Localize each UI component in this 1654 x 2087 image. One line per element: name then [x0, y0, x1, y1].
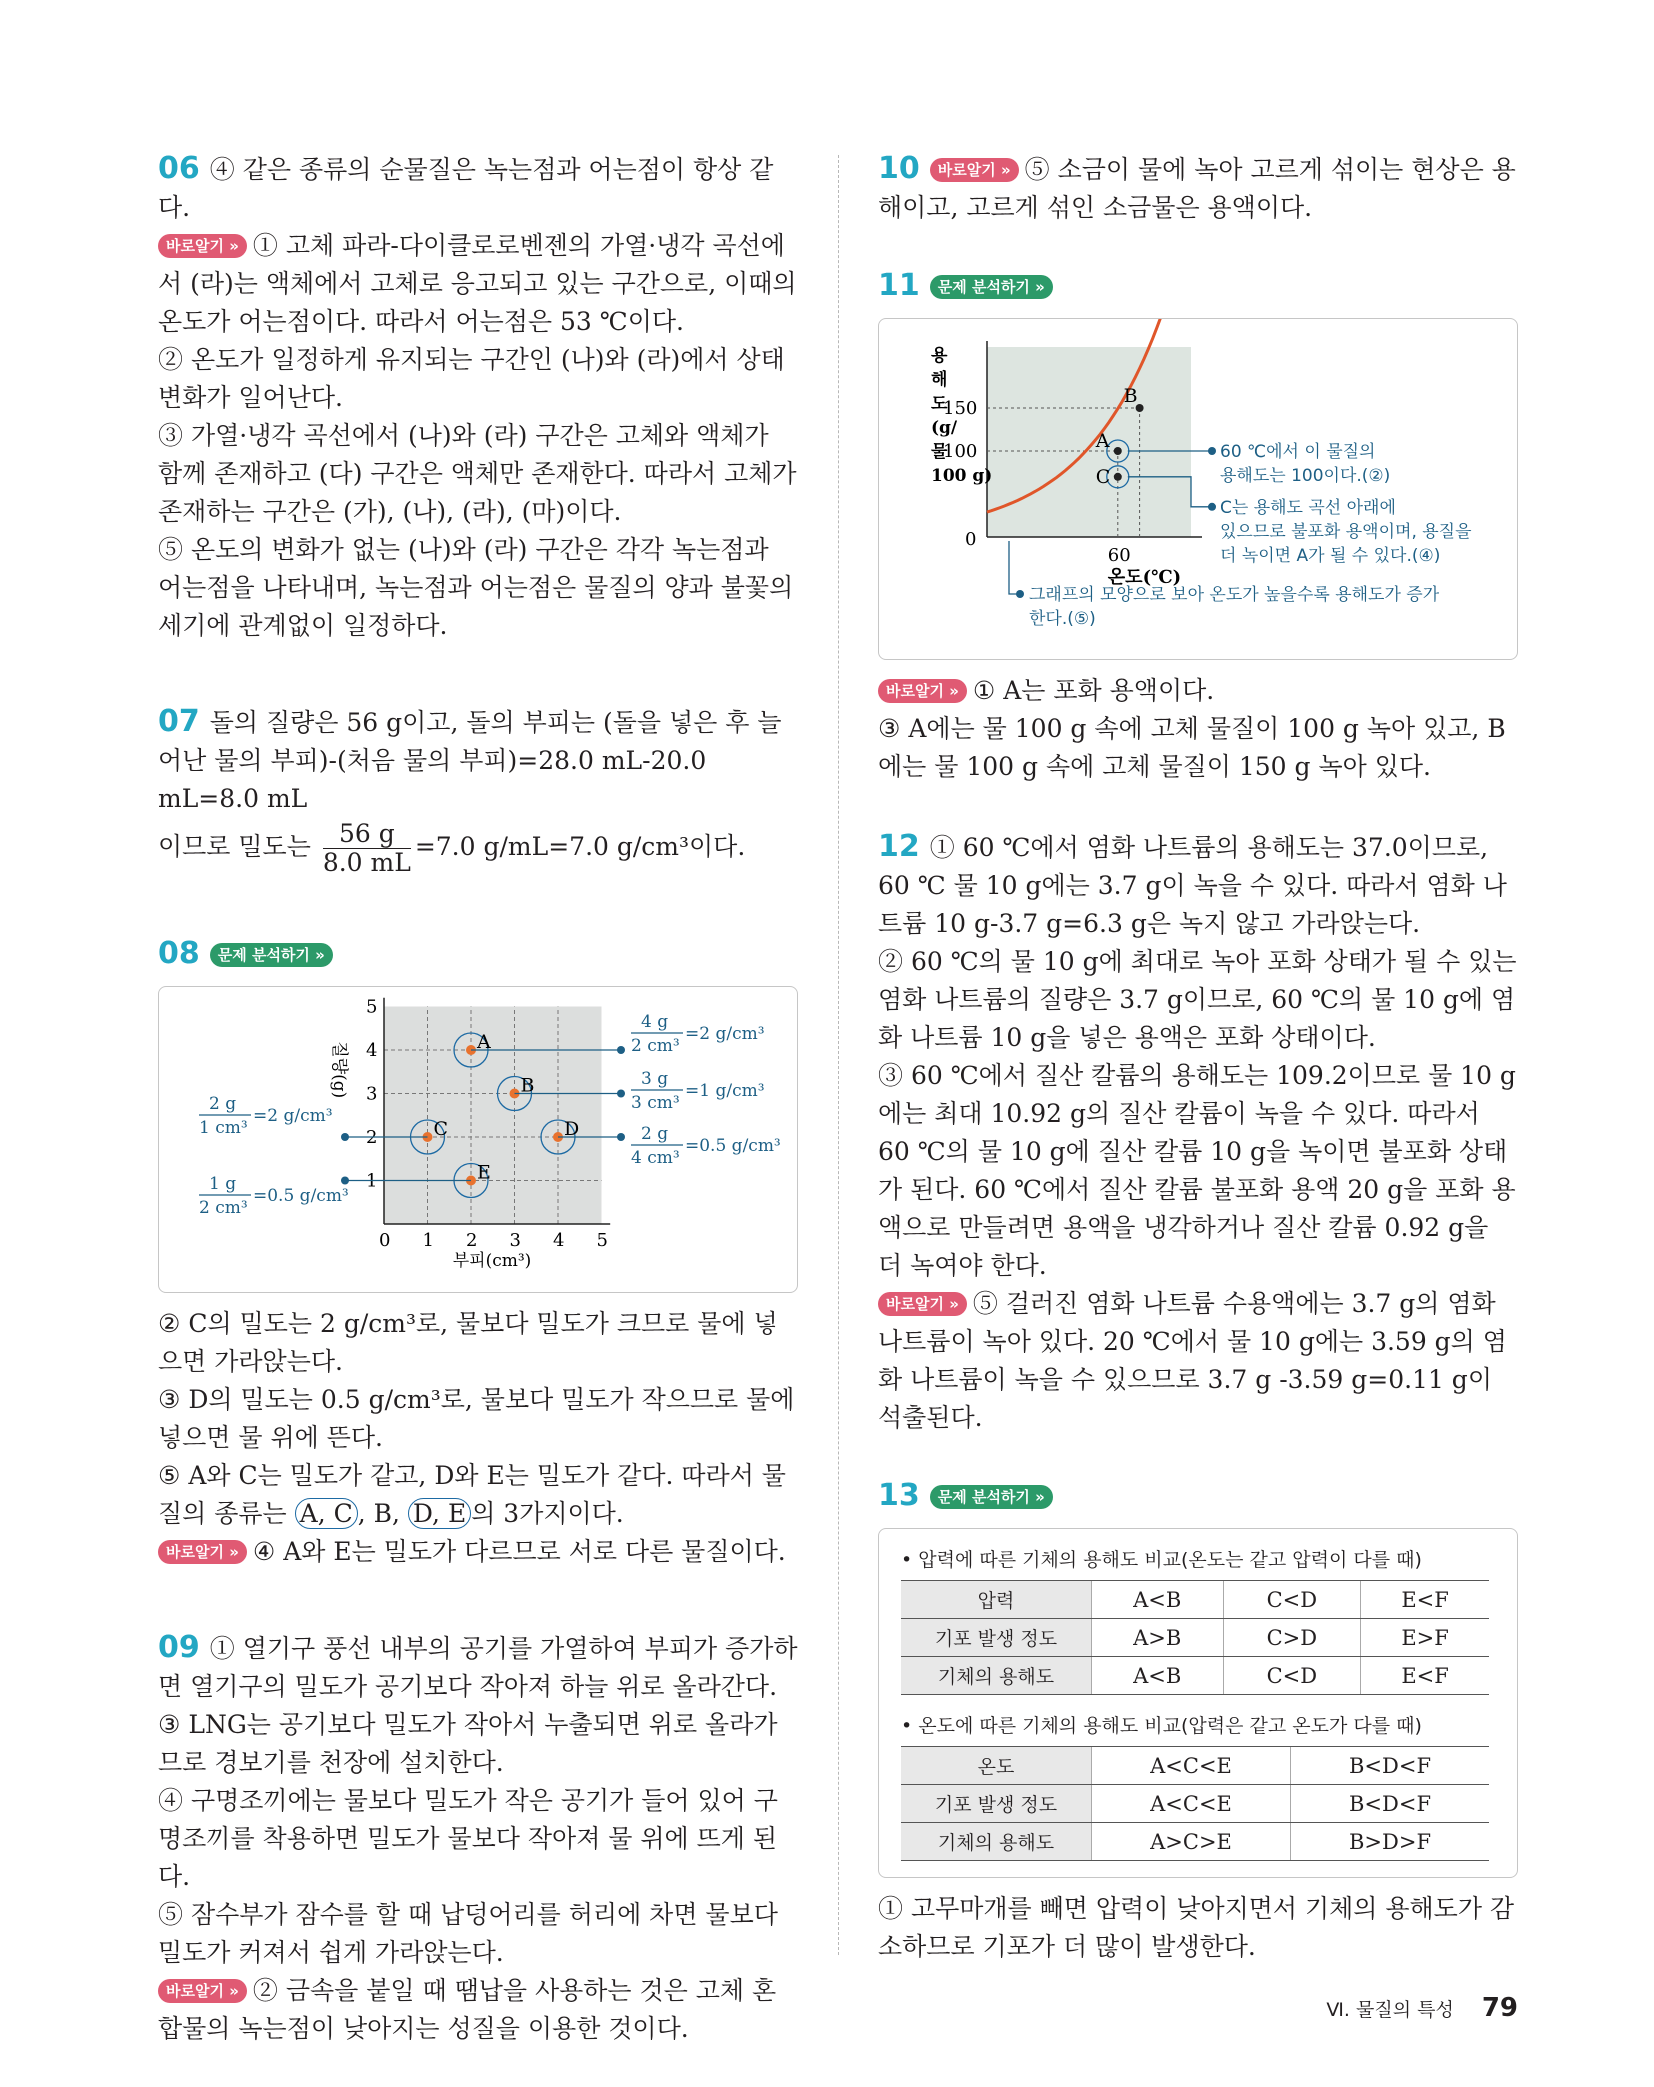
annotation-numerator: 3 g: [641, 1069, 669, 1089]
annotation-numerator: 1 g: [209, 1174, 237, 1194]
table-row: [901, 1823, 1489, 1861]
correct-badge: 바로알기 »: [878, 1292, 967, 1316]
annotation-denominator: 1 cm³: [199, 1118, 248, 1138]
answer-text: ① 열기구 풍선 내부의 공기를 가열하여 부피가 증가하면 열기구의 밀도가 공기보다 작아져 하늘 위로 올라간다.: [158, 1634, 798, 1701]
density-chart-box: [158, 986, 798, 1293]
data-point-A: [1114, 447, 1122, 455]
y-axis-label: 해: [931, 370, 948, 390]
y-axis-label: 질량(g): [329, 1041, 349, 1099]
point-label-A: A: [477, 1031, 491, 1053]
correct-badge: 바로알기 »: [158, 1540, 247, 1564]
leader-line: [1009, 541, 1017, 594]
x-tick-label: 4: [553, 1230, 565, 1251]
mass-volume-chart: [159, 987, 797, 1292]
explanation-text: ④ 구명조끼에는 물보다 밀도가 작은 공기가 들어 있어 구명조끼를 착용하면 밀도가 물보다 작아져 물 위에 뜨게 된다.: [158, 1786, 778, 1891]
question-number: 12: [878, 829, 920, 864]
table-cell: B<D<F: [1291, 1785, 1489, 1823]
annotation-text: 용해도는 100이다.(②): [1220, 466, 1391, 486]
analysis-badge: 문제 분석하기 »: [930, 1485, 1053, 1509]
annotation-result: =0.5 g/cm³: [685, 1136, 781, 1156]
fraction-numerator: 56 g: [323, 820, 411, 849]
annotation-numerator: 2 g: [209, 1094, 237, 1114]
row-header-cell: 기포 발생 정도: [901, 1619, 1092, 1657]
table-cell: E<F: [1361, 1581, 1489, 1619]
annotation-text: 있으므로 불포화 용액이며, 용질을: [1220, 521, 1472, 542]
explanation-text: ② 60 ℃의 물 10 g에 최대로 녹아 포화 상태가 될 수 있는 염화 나트륨의 질량은 3.7 g이므로, 60 ℃의 물 10 g에 염화 나트륨 10 g을 넣은 용액은 포화 상태이다.: [878, 947, 1517, 1052]
table-cell: C>D: [1223, 1619, 1361, 1657]
correct-badge: 바로알기 »: [930, 158, 1019, 182]
group-circle: D, E: [408, 1498, 471, 1529]
correct-text: ⑤ 걸러진 염화 나트륨 수용액에는 3.7 g의 염화 나트륨이 녹아 있다. 20 ℃에서 물 10 g에는 3.59 g의 염화 나트륨이 녹을 수 있으므로 3.7 g -3.59 g=0.11 g이 석출된다.: [878, 1289, 1507, 1432]
question-number: 06: [158, 151, 200, 186]
y-axis-label: 100 g): [931, 466, 993, 486]
x-tick-label: 3: [509, 1230, 521, 1251]
question-number: 11: [878, 268, 920, 303]
annotation-denominator: 4 cm³: [631, 1148, 680, 1168]
answer-text: =7.0 g/mL=7.0 g/cm³이다.: [414, 832, 746, 861]
y-tick-label: 5: [366, 996, 378, 1018]
analysis-badge: 문제 분석하기 »: [210, 943, 333, 967]
explanation-text: ⑤ A와 C는 밀도가 같고, D와 E는 밀도가 같다. 따라서 물질의 종류는: [158, 1461, 786, 1528]
explanation-text: ③ D의 밀도는 0.5 g/cm³로, 물보다 밀도가 작으므로 물에 넣으면 물 위에 뜬다.: [158, 1385, 795, 1452]
point-label-D: D: [564, 1118, 580, 1140]
y-axis-label: 물: [931, 442, 948, 462]
annotation-text: C는 용해도 곡선 아래에: [1220, 497, 1396, 518]
row-header-cell: 기체의 용해도: [901, 1657, 1092, 1695]
page-footer: [1326, 1993, 1518, 2023]
section-title: Ⅵ. 물질의 특성: [1326, 1999, 1454, 2021]
x-tick-label: 2: [466, 1230, 478, 1251]
table-cell: A>B: [1092, 1619, 1224, 1657]
question-11: [878, 267, 1518, 786]
question-number: 09: [158, 1630, 200, 1665]
answer-text: 돌의 질량은 56 g이고, 돌의 부피는 (돌을 넣은 후 늘어난 물의 부피)-(처음 물의 부피)=28.0 mL-20.0 mL=8.0 mL: [158, 708, 782, 813]
annotation-text: 60 ℃에서 이 물질의: [1220, 442, 1376, 462]
row-header-cell: 온도: [901, 1747, 1092, 1785]
annotation-text: 더 녹이면 A가 될 수 있다.(④): [1220, 545, 1441, 566]
question-number: 07: [158, 704, 200, 739]
leader-dot: [1208, 503, 1216, 511]
answer-text: ④ 같은 종류의 순물질은 녹는점과 어는점이 항상 같다.: [158, 155, 774, 222]
explanation-text: ① 고체 파라-다이클로로벤젠의 가열·냉각 곡선에서 (라)는 액체에서 고체로 응고되고 있는 구간으로, 이때의 온도가 어는점이다. 따라서 어는점은 53 ℃이다.: [158, 231, 797, 336]
y-tick-label: 3: [366, 1083, 378, 1105]
x-tick-label: 60: [1107, 545, 1131, 566]
explanation-text: ③ LNG는 공기보다 밀도가 작아서 누출되면 위로 올라가므로 경보기를 천장에 설치한다.: [158, 1710, 778, 1777]
table-row: [901, 1657, 1489, 1695]
table-title: • 온도에 따른 기체의 용해도 비교(압력은 같고 온도가 다를 때): [901, 1715, 1422, 1737]
table-cell: C<D: [1223, 1581, 1361, 1619]
table-title: • 압력에 따른 기체의 용해도 비교(온도는 같고 압력이 다를 때): [901, 1549, 1422, 1571]
y-axis-label: 용: [931, 346, 948, 366]
table-row: [901, 1785, 1489, 1823]
leader-dot: [341, 1177, 349, 1185]
page-number: 79: [1481, 1993, 1518, 2023]
explanation-text: , B,: [357, 1499, 400, 1528]
left-column: [158, 150, 798, 2048]
question-13: [878, 1477, 1518, 1966]
table-cell: B<D<F: [1291, 1747, 1489, 1785]
table-cell: B>D>F: [1291, 1823, 1489, 1861]
correct-badge: 바로알기 »: [158, 234, 247, 258]
y-axis-label: (g/: [931, 418, 958, 438]
row-header-cell: 기체의 용해도: [901, 1823, 1092, 1861]
annotation-denominator: 3 cm³: [631, 1093, 680, 1113]
row-header-cell: 압력: [901, 1581, 1092, 1619]
column-divider: [838, 155, 839, 1955]
table-cell: A<C<E: [1092, 1785, 1291, 1823]
point-label-B: B: [1123, 385, 1138, 407]
table-row: [901, 1581, 1489, 1619]
question-10: [878, 150, 1518, 227]
x-tick-label: 5: [596, 1230, 608, 1251]
correct-text: ④ A와 E는 밀도가 다르므로 서로 다른 물질이다.: [252, 1537, 786, 1566]
analysis-badge: 문제 분석하기 »: [930, 275, 1053, 299]
leader-dot: [1016, 590, 1024, 598]
annotation-numerator: 4 g: [641, 1012, 669, 1032]
plot-area: [987, 347, 1191, 537]
correct-text: ① A는 포화 용액이다.: [972, 676, 1215, 705]
fraction-denominator: 8.0 mL: [322, 848, 411, 877]
y-tick-label: 1: [366, 1170, 378, 1192]
y-tick-label: 100: [943, 441, 978, 462]
y-axis-label: 도: [931, 394, 948, 414]
correct-text: ② 금속을 붙일 때 땜납을 사용하는 것은 고체 혼합물의 녹는점이 낮아지는 성질을 이용한 것이다.: [158, 1976, 777, 2043]
explanation-text: ③ 60 ℃에서 질산 칼륨의 용해도는 109.2이므로 물 10 g에는 최대 10.92 g의 질산 칼륨이 녹을 수 있다. 따라서 60 ℃의 물 10 g에 질산 칼륨 10 g을 녹이면 불포화 상태가 된다. 60 ℃에서 질산 칼륨 불포화 용액 20 g을 포화 용액으로 만들려면 용액을 냉각하거나 질산 칼륨 0.92 g을 더 녹여야 한다.: [878, 1061, 1516, 1280]
point-label-C: C: [1095, 465, 1111, 488]
explanation-text: 의 3가지이다.: [471, 1499, 624, 1528]
x-axis-label: 온도(℃): [1107, 567, 1182, 588]
explanation-text: ⑤ 온도의 변화가 없는 (나)와 (라) 구간은 각각 녹는점과 어는점을 나타내며, 녹는점과 어는점은 물질의 양과 불꽃의 세기에 관계없이 일정하다.: [158, 535, 794, 640]
right-column: [878, 150, 1518, 1966]
x-axis-label: 부피(cm³): [452, 1251, 532, 1271]
origin-label: 0: [965, 529, 977, 550]
table-cell: A<B: [1092, 1657, 1224, 1695]
table-cell: E>F: [1361, 1619, 1489, 1657]
solubility-curve-chart: [879, 319, 1517, 659]
leader-dot: [341, 1133, 349, 1141]
leader-dot: [617, 1046, 625, 1054]
question-09: [158, 1629, 798, 2048]
table-row: [901, 1747, 1489, 1785]
question-number: 13: [878, 1478, 920, 1513]
point-label-A: A: [1095, 430, 1110, 452]
y-tick-label: 2: [366, 1127, 378, 1148]
table-cell: A<B: [1092, 1581, 1224, 1619]
y-tick-label: 4: [366, 1040, 378, 1061]
annotation-text: 그래프의 모양으로 보아 온도가 높을수록 용해도가 증가: [1029, 585, 1440, 605]
table-row: [901, 1619, 1489, 1657]
question-07: [158, 703, 798, 877]
y-tick-label: 150: [943, 398, 978, 419]
table-cell: A>C>E: [1092, 1823, 1291, 1861]
plot-area: [384, 1007, 602, 1225]
explanation-text: ① 고무마개를 빼면 압력이 낮아지면서 기체의 용해도가 감소하므로 기포가 더 많이 발생한다.: [878, 1894, 1515, 1961]
correct-badge: 바로알기 »: [158, 1979, 247, 2003]
annotation-result: =0.5 g/cm³: [253, 1186, 349, 1206]
annotation-result: =2 g/cm³: [685, 1024, 765, 1044]
annotation-denominator: 2 cm³: [199, 1198, 248, 1218]
annotation-result: =2 g/cm³: [253, 1106, 333, 1126]
annotation-text: 한다.(⑤): [1029, 609, 1096, 629]
explanation-text: ③ A에는 물 100 g 속에 고체 물질이 100 g 녹아 있고, B에는 물 100 g 속에 고체 물질이 150 g 녹아 있다.: [878, 714, 1506, 781]
explanation-text: ② C의 밀도는 2 g/cm³로, 물보다 밀도가 크므로 물에 넣으면 가라앉는다.: [158, 1309, 778, 1376]
question-number: 10: [878, 151, 920, 186]
question-08: [158, 935, 798, 1571]
pressure-table: [901, 1580, 1489, 1695]
group-circle: A, C: [295, 1498, 358, 1529]
annotation-result: =1 g/cm³: [685, 1081, 765, 1101]
density-fraction: [323, 820, 411, 877]
row-header-cell: 기포 발생 정도: [901, 1785, 1092, 1823]
annotation-denominator: 2 cm³: [631, 1036, 680, 1056]
question-06: [158, 150, 798, 645]
temperature-table: [901, 1746, 1489, 1861]
leader-dot: [617, 1133, 625, 1141]
data-point-C: [1114, 473, 1122, 481]
point-label-B: B: [520, 1074, 535, 1097]
question-number: 08: [158, 936, 200, 971]
answer-text: ① 60 ℃에서 염화 나트륨의 용해도는 37.0이므로, 60 ℃ 물 10 g에는 3.7 g이 녹을 수 있다. 따라서 염화 나트륨 10 g-3.7 g=6.3 g은 녹지 않고 가라앉는다.: [878, 833, 1507, 938]
leader-dot: [617, 1090, 625, 1098]
table-cell: E<F: [1361, 1657, 1489, 1695]
x-tick-label: 0: [379, 1230, 391, 1251]
table-cell: A<C<E: [1092, 1747, 1291, 1785]
explanation-text: ③ 가열·냉각 곡선에서 (나)와 (라) 구간은 고체와 액체가 함께 존재하고 (다) 구간은 액체만 존재한다. 따라서 고체가 존재하는 구간은 (가), (나), (라), (마)이다.: [158, 421, 797, 526]
answer-text: 이므로 밀도는: [158, 832, 311, 861]
correct-badge: 바로알기 »: [878, 679, 967, 703]
point-label-E: E: [477, 1161, 491, 1184]
annotation-numerator: 2 g: [641, 1124, 669, 1144]
x-tick-label: 1: [422, 1230, 434, 1251]
explanation-text: ② 온도가 일정하게 유지되는 구간인 (나)와 (라)에서 상태 변화가 일어난다.: [158, 345, 785, 412]
table-cell: C<D: [1223, 1657, 1361, 1695]
gas-solubility-box: [878, 1528, 1518, 1878]
answer-text: ⑤ 소금이 물에 녹아 고르게 섞이는 현상은 용해이고, 고르게 섞인 소금물은 용액이다.: [878, 155, 1516, 222]
explanation-text: ⑤ 잠수부가 잠수를 할 때 납덩어리를 허리에 차면 물보다 밀도가 커져서 쉽게 가라앉는다.: [158, 1900, 778, 1967]
leader-dot: [1208, 447, 1216, 455]
point-label-C: C: [433, 1118, 449, 1140]
solubility-chart-box: [878, 318, 1518, 660]
question-12: [878, 828, 1518, 1437]
